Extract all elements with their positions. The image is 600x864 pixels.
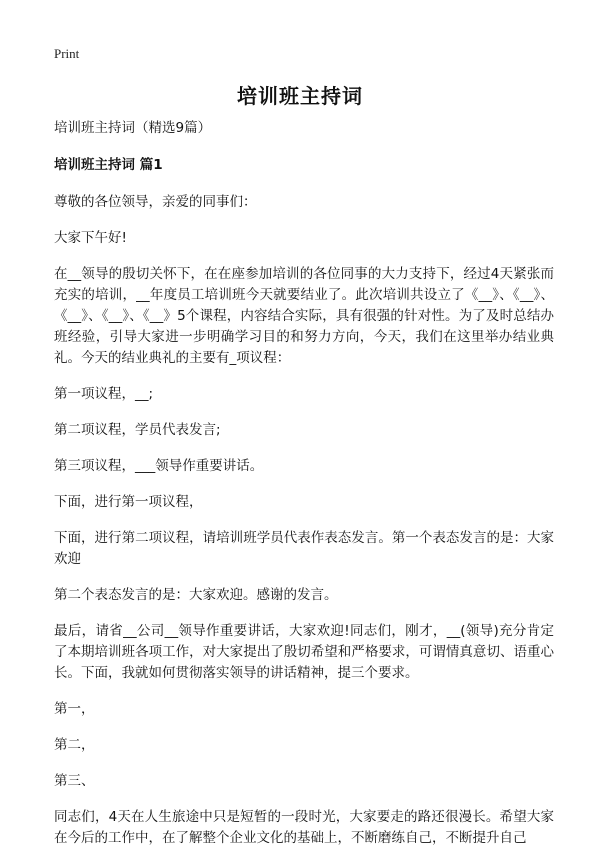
paragraph-requirement-2: 第二， <box>54 737 95 753</box>
paragraph-second-speaker: 第二个表态发言的是：大家欢迎。感谢的发言。 <box>54 587 338 603</box>
paragraph-agenda-3: 第三项议程，___领导作重要讲话。 <box>54 458 264 474</box>
section-heading: 培训班主持词 篇1 <box>54 157 163 173</box>
paragraph-second-item: 下面，进行第二项议程，请培训班学员代表作表态发言。第一个表态发言的是：大家欢迎 <box>54 530 554 567</box>
print-label: Print <box>54 46 80 61</box>
paragraph-requirement-3: 第三、 <box>54 773 95 789</box>
paragraph-final-speech: 最后，请省__公司__领导作重要讲话，大家欢迎!同志们，刚才，__(领导)充分肯定了本期培训班各项工作，对大家提出了殷切希望和严格要求，可谓情真意切、语重心长。下面，我就如何贯彻落实领导的讲话精神，提三个要求。 <box>54 623 554 681</box>
document-subtitle: 培训班主持词（精选9篇） <box>54 120 212 136</box>
paragraph-agenda-1: 第一项议程，__; <box>54 386 154 402</box>
paragraph-good-afternoon: 大家下午好! <box>54 230 127 246</box>
paragraph-intro: 在__领导的殷切关怀下，在在座参加培训的各位同事的大力支持下，经过4天紧张而充实的培训，__年度员工培训班今天就要结业了。此次培训共设立了《__》、《__》、《__》、《__》、《__》5个课程，内容结合实际，具有很强的针对性。为了及时总结办班经验，引导大家进一步明确学习目的和努力方向，今天，我们在这里举办结业典礼。今天的结业典礼的主要有_项议程： <box>54 266 554 366</box>
paragraph-closing: 同志们，4天在人生旅途中只是短暂的一段时光，大家要走的路还很漫长。希望大家在今后的工作中，在了解整个企业文化的基础上，不断磨练自己，不断提升自己 <box>54 809 554 846</box>
paragraph-requirement-1: 第一， <box>54 701 95 717</box>
document-title: 培训班主持词 <box>237 84 363 108</box>
paragraph-greeting: 尊敬的各位领导，亲爱的同事们： <box>54 194 257 210</box>
document-body <box>54 118 554 864</box>
paragraph-agenda-2: 第二项议程，学员代表发言; <box>54 422 221 438</box>
paragraph-first-item: 下面，进行第一项议程， <box>54 494 203 510</box>
